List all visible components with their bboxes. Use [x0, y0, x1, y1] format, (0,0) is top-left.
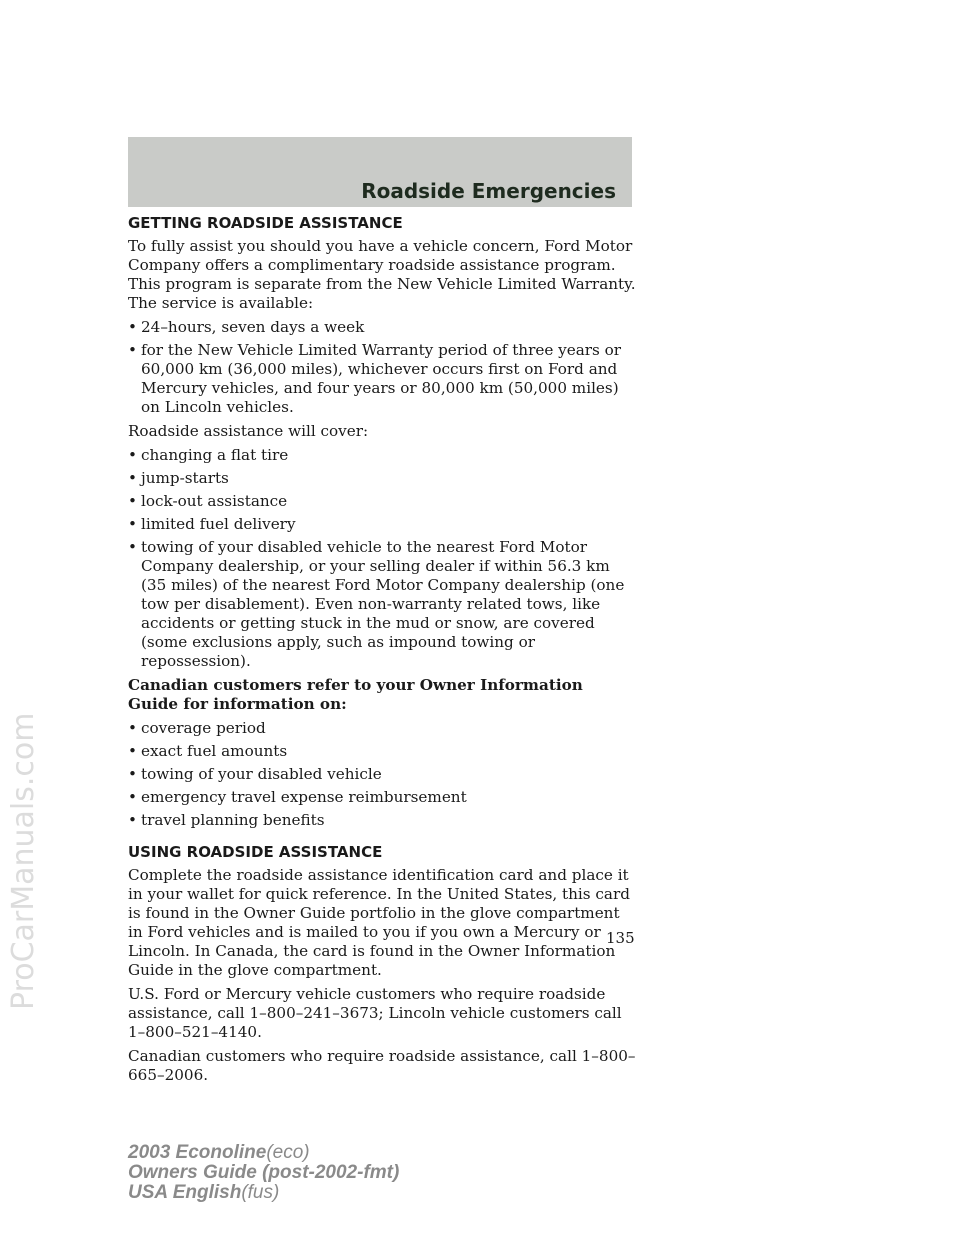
- list-item: • lock-out assistance: [128, 492, 288, 510]
- footer-line-1: 2003 Econoline(eco): [128, 1142, 310, 1163]
- list-item: • limited fuel delivery: [128, 515, 296, 533]
- bullet-icon: •: [128, 446, 137, 464]
- availability-list: [128, 318, 638, 417]
- section-title: Roadside Emergencies: [361, 179, 616, 203]
- list-item: • travel planning benefits: [128, 811, 325, 829]
- bullet-icon: •: [128, 719, 137, 737]
- bullet-icon: •: [128, 765, 137, 783]
- document-footer: [128, 1143, 399, 1203]
- cover-list: [128, 446, 638, 671]
- heading-getting-assistance: GETTING ROADSIDE ASSISTANCE: [128, 214, 403, 232]
- bullet-icon: •: [128, 469, 137, 487]
- bullet-icon: •: [128, 811, 137, 829]
- cover-intro: Roadside assistance will cover:: [128, 422, 369, 440]
- list-item: • emergency travel expense reimbursement: [128, 788, 467, 806]
- bullet-icon: •: [128, 742, 137, 760]
- list-item: • exact fuel amounts: [128, 742, 288, 760]
- list-item: • towing of your disabled vehicle: [128, 765, 382, 783]
- list-item: • towing of your disabled vehicle to the nearest Ford Motor Company dealership, or your selling dealer if within 56.3 km (35 miles) of the nearest Ford Motor Company dealership (one tow per disablement). Even non-warranty related tows, like accidents or getting stuck in the mud or snow, are covered (some exclusions apply, such as impound towing or repossession).: [128, 538, 625, 670]
- list-item: • 24–hours, seven days a week: [128, 318, 365, 336]
- bullet-icon: •: [128, 318, 137, 336]
- section-header-band: [128, 137, 632, 207]
- heading-using-assistance: USING ROADSIDE ASSISTANCE: [128, 843, 383, 861]
- bullet-icon: •: [128, 538, 137, 556]
- page-content: [128, 214, 638, 1090]
- list-item: • for the New Vehicle Limited Warranty period of three years or 60,000 km (36,000 miles), whichever occurs first on Ford and Mercury vehicles, and four years or 80,000 km (50,000 miles) on Lincoln vehicles.: [128, 341, 622, 416]
- bullet-icon: •: [128, 788, 137, 806]
- list-item: • jump-starts: [128, 469, 229, 487]
- list-item: • coverage period: [128, 719, 266, 737]
- footer-line-2: Owners Guide (post-2002-fmt): [128, 1162, 400, 1183]
- list-item: • changing a flat tire: [128, 446, 289, 464]
- bullet-icon: •: [128, 515, 137, 533]
- watermark-text: ProCarManuals.com: [6, 712, 41, 1010]
- bullet-icon: •: [128, 341, 137, 359]
- us-phone-paragraph: U.S. Ford or Mercury vehicle customers who require roadside assistance, call 1–800–241–3673; Lincoln vehicle customers call 1–800–521–4140.: [128, 985, 622, 1041]
- canada-phone-paragraph: Canadian customers who require roadside assistance, call 1–800–665–2006.: [128, 1047, 636, 1084]
- footer-line-3: USA English(fus): [128, 1182, 280, 1203]
- bullet-icon: •: [128, 492, 137, 510]
- card-paragraph: Complete the roadside assistance identification card and place it in your wallet for quick reference. In the United States, this card is found in the Owner Guide portfolio in the glove compartment in Ford vehicles and is mailed to you if you own a Mercury or Lincoln. In Canada, the card is found in the Owner Information Guide in the glove compartment.: [128, 866, 630, 979]
- intro-paragraph: To fully assist you should you have a vehicle concern, Ford Motor Company offers a complimentary roadside assistance program. This program is separate from the New Vehicle Limited Warranty. The service is available:: [128, 237, 636, 312]
- watermark: [6, 712, 46, 1050]
- canadian-intro: Canadian customers refer to your Owner Information Guide for information on:: [128, 676, 583, 713]
- page-number: 135: [606, 929, 635, 947]
- canadian-list: [128, 719, 638, 830]
